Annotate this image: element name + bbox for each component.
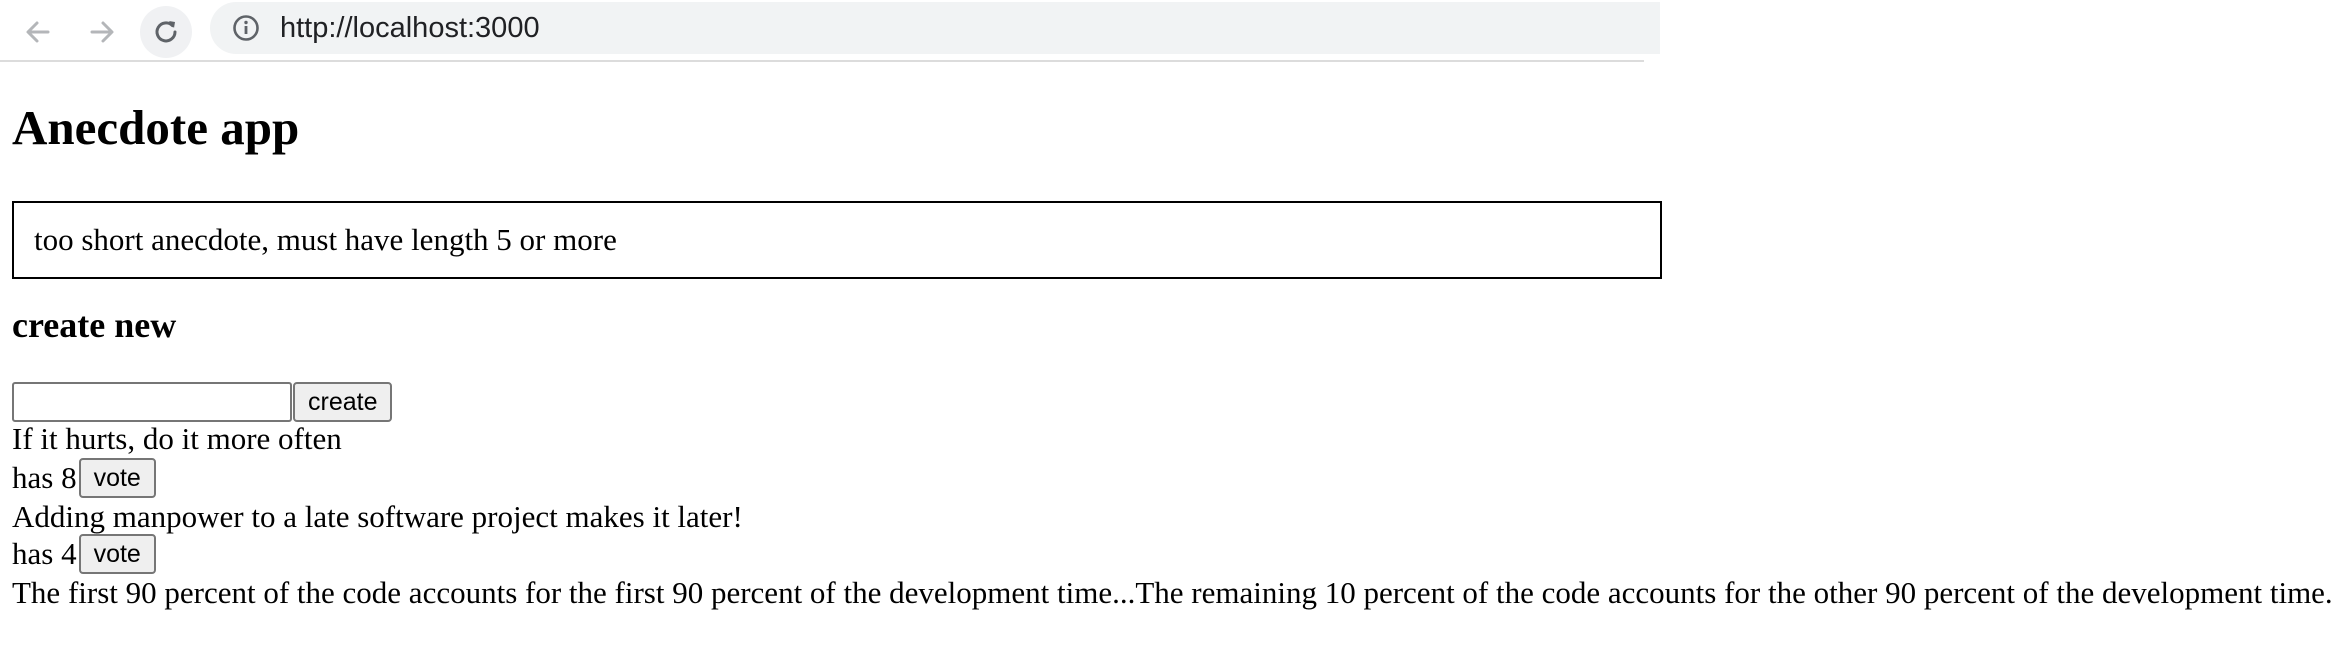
votes-count: 4 bbox=[61, 536, 77, 571]
browser-toolbar bbox=[0, 0, 1644, 62]
anecdote-votes bbox=[12, 458, 156, 498]
notification-box bbox=[12, 201, 1662, 279]
vote-button[interactable]: vote bbox=[79, 458, 156, 498]
anecdote-votes bbox=[12, 534, 156, 574]
create-button[interactable]: create bbox=[293, 382, 392, 422]
votes-prefix: has bbox=[12, 460, 54, 495]
reload-icon bbox=[151, 17, 181, 47]
url-text[interactable]: http://localhost:3000 bbox=[280, 12, 540, 44]
anecdote-input[interactable] bbox=[12, 382, 292, 422]
votes-count: 8 bbox=[61, 460, 77, 495]
reload-button[interactable] bbox=[140, 6, 192, 58]
forward-button[interactable] bbox=[76, 6, 128, 58]
info-icon[interactable] bbox=[232, 14, 260, 42]
create-new-heading: create new bbox=[12, 305, 177, 345]
page-title: Anecdote app bbox=[12, 100, 300, 155]
anecdote-content: Adding manpower to a late software project makes it later! bbox=[12, 499, 743, 534]
arrow-left-icon bbox=[23, 17, 53, 47]
notification-text: too short anecdote, must have length 5 or more bbox=[34, 222, 617, 257]
page-content bbox=[12, 62, 2333, 648]
arrow-right-icon bbox=[87, 17, 117, 47]
address-bar[interactable] bbox=[210, 2, 1660, 54]
votes-prefix: has bbox=[12, 536, 54, 571]
anecdote-content: The first 90 percent of the code accounts for the first 90 percent of the development time...The remaining 10 percent of the code accounts for the other 90 percent of the development time. bbox=[12, 575, 2333, 610]
back-button[interactable] bbox=[12, 6, 64, 58]
vote-button[interactable]: vote bbox=[79, 534, 156, 574]
anecdote-content: If it hurts, do it more often bbox=[12, 421, 342, 456]
